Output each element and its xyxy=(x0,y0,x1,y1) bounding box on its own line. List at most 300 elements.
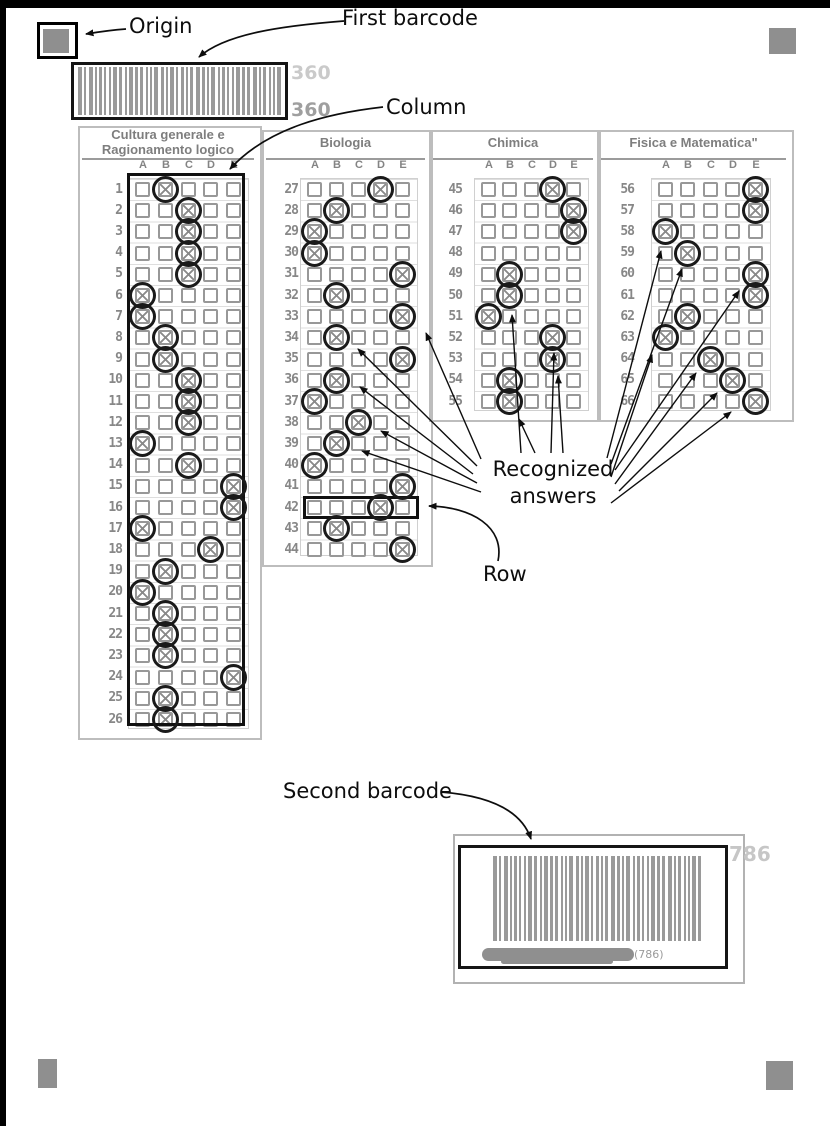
answer-checkbox xyxy=(748,330,763,345)
choice-letter-header: A xyxy=(485,159,493,171)
question-number: 66 xyxy=(620,393,634,409)
recognized-answer-circle xyxy=(345,409,372,436)
barcode-bar xyxy=(528,856,532,941)
second-barcode-label: Second barcode xyxy=(283,779,452,803)
barcode-bar xyxy=(113,67,117,115)
section-title-line: Fisica e Matematica" xyxy=(629,135,758,150)
answer-checkbox xyxy=(658,203,673,218)
answer-checkbox xyxy=(545,267,560,282)
question-number: 45 xyxy=(448,181,462,197)
answer-checkbox xyxy=(307,309,322,324)
question-number: 47 xyxy=(448,223,462,239)
origin-marker xyxy=(37,22,78,59)
first-barcode-label: First barcode xyxy=(342,6,478,30)
answer-checkbox xyxy=(307,521,322,536)
answer-checkbox xyxy=(703,224,718,239)
answer-checkbox xyxy=(703,288,718,303)
barcode-bar xyxy=(242,67,245,115)
choice-letter-header: C xyxy=(707,159,715,171)
recognized-answer-circle xyxy=(301,452,328,479)
answer-checkbox xyxy=(524,288,539,303)
alignment-marker-bottom-right xyxy=(766,1061,793,1090)
section-title-line: Ragionamento logico xyxy=(101,142,235,157)
answer-checkbox xyxy=(566,373,581,388)
answer-checkbox xyxy=(524,182,539,197)
answer-checkbox xyxy=(545,373,560,388)
answer-checkbox xyxy=(566,352,581,367)
answer-checkbox xyxy=(373,288,388,303)
answer-checkbox xyxy=(373,203,388,218)
column-label: Column xyxy=(386,95,467,119)
barcode-bar xyxy=(202,67,205,115)
question-number: 64 xyxy=(620,351,634,367)
answer-checkbox xyxy=(748,373,763,388)
answer-checkbox xyxy=(481,288,496,303)
answer-checkbox xyxy=(748,352,763,367)
answer-checkbox xyxy=(307,267,322,282)
barcode-bar xyxy=(642,856,644,941)
answer-checkbox xyxy=(658,182,673,197)
choice-letter-header: E xyxy=(399,159,407,171)
recognized-answer-circle xyxy=(220,664,247,691)
choice-letter-header: B xyxy=(333,159,341,171)
barcode-bar xyxy=(89,67,93,115)
barcode-bar xyxy=(504,856,508,941)
answer-checkbox xyxy=(351,224,366,239)
recognized-answer-circle xyxy=(152,642,179,669)
answer-checkbox xyxy=(395,436,410,451)
answer-checkbox xyxy=(395,394,410,409)
answer-checkbox xyxy=(351,246,366,261)
barcode-bar xyxy=(277,67,281,115)
barcode-bar xyxy=(222,67,225,115)
answer-checkbox xyxy=(524,373,539,388)
answer-checkbox xyxy=(395,458,410,473)
answer-checkbox xyxy=(524,203,539,218)
question-number: 31 xyxy=(284,266,298,282)
answer-checkbox xyxy=(658,288,673,303)
recognized-answer-circle xyxy=(129,430,156,457)
question-number: 2 xyxy=(115,202,122,218)
barcode-bar xyxy=(84,67,86,115)
barcode-bar xyxy=(273,67,275,115)
recognized-answer-circle xyxy=(152,176,179,203)
answer-checkbox xyxy=(725,203,740,218)
answer-checkbox xyxy=(373,352,388,367)
barcode-bar xyxy=(170,67,174,115)
barcode-bar xyxy=(218,67,220,115)
barcode-bar xyxy=(236,67,240,115)
question-number: 6 xyxy=(115,287,122,303)
answer-checkbox xyxy=(748,309,763,324)
answer-checkbox xyxy=(373,521,388,536)
barcode-bar xyxy=(688,856,690,941)
answer-checkbox xyxy=(351,479,366,494)
question-number: 3 xyxy=(115,223,122,239)
question-number: 50 xyxy=(448,287,462,303)
alignment-marker-bottom-left xyxy=(38,1059,57,1088)
answer-checkbox xyxy=(373,373,388,388)
choice-letter-header: B xyxy=(684,159,692,171)
choice-letter-header: E xyxy=(752,159,760,171)
row-label: Row xyxy=(483,562,527,586)
answer-checkbox xyxy=(373,458,388,473)
answer-checkbox xyxy=(748,224,763,239)
recognized-answer-circle xyxy=(175,409,202,436)
barcode-bar xyxy=(565,856,567,941)
recognized-answer-circle xyxy=(323,324,350,351)
answer-checkbox xyxy=(307,373,322,388)
barcode-bar xyxy=(540,856,542,941)
recognized-answer-circle xyxy=(301,240,328,267)
answer-checkbox xyxy=(502,246,517,261)
question-number: 51 xyxy=(448,308,462,324)
barcode-bar xyxy=(550,856,553,941)
recognized-answer-circle xyxy=(389,536,416,563)
answer-checkbox xyxy=(395,330,410,345)
answer-checkbox xyxy=(395,288,410,303)
barcode-bar xyxy=(119,67,122,115)
question-number: 4 xyxy=(115,245,122,261)
question-number: 58 xyxy=(620,223,634,239)
answer-checkbox xyxy=(524,246,539,261)
origin-label: Origin xyxy=(129,14,193,38)
question-number: 32 xyxy=(284,287,298,303)
recognized-answer-circle xyxy=(475,303,502,330)
answer-checkbox xyxy=(703,246,718,261)
answer-checkbox xyxy=(481,224,496,239)
question-number: 49 xyxy=(448,266,462,282)
barcode-bar xyxy=(140,67,143,115)
barcode-bar xyxy=(78,67,82,115)
answer-checkbox xyxy=(481,394,496,409)
barcode-bar xyxy=(211,67,215,115)
recognized-answer-circle xyxy=(539,346,566,373)
answer-checkbox xyxy=(524,394,539,409)
barcode-bar xyxy=(626,856,630,941)
answer-checkbox xyxy=(307,542,322,557)
recognized-answer-circle xyxy=(539,176,566,203)
barcode-bar xyxy=(524,856,526,941)
answer-checkbox xyxy=(703,182,718,197)
section-title-fisica xyxy=(601,127,786,160)
barcode-bar xyxy=(581,856,583,941)
barcode-bar xyxy=(99,67,102,115)
barcode-bar xyxy=(591,856,593,941)
answer-checkbox xyxy=(502,309,517,324)
recognized-answer-circle xyxy=(129,303,156,330)
recognized-answer-circle xyxy=(367,494,394,521)
answer-checkbox xyxy=(703,309,718,324)
question-number: 53 xyxy=(448,351,462,367)
barcode-bar xyxy=(555,856,558,941)
barcode-bar xyxy=(668,856,672,941)
recognized-answers-line2: answers xyxy=(509,484,597,508)
recognized-answer-circle xyxy=(323,515,350,542)
question-number: 18 xyxy=(108,541,122,557)
recognized-answer-circle xyxy=(560,218,587,245)
barcode-bar xyxy=(227,67,229,115)
answer-checkbox xyxy=(545,288,560,303)
answer-checkbox xyxy=(725,330,740,345)
barcode-bar xyxy=(569,856,573,941)
barcode-bar xyxy=(181,67,184,115)
choice-letter-header: A xyxy=(311,159,319,171)
recognized-answer-circle xyxy=(197,536,224,563)
question-number: 14 xyxy=(108,457,122,473)
question-number: 48 xyxy=(448,245,462,261)
barcode-bar xyxy=(596,856,599,941)
question-number: 12 xyxy=(108,414,122,430)
barcode-bar xyxy=(146,67,148,115)
answer-checkbox xyxy=(395,373,410,388)
answer-checkbox xyxy=(329,246,344,261)
first-barcode-bars xyxy=(78,67,283,115)
answer-checkbox xyxy=(545,224,560,239)
recognized-answer-circle xyxy=(367,176,394,203)
answer-checkbox xyxy=(703,330,718,345)
answer-checkbox xyxy=(658,394,673,409)
answer-checkbox xyxy=(725,394,740,409)
answer-checkbox xyxy=(373,542,388,557)
answer-checkbox xyxy=(395,415,410,430)
recognized-answer-circle xyxy=(129,515,156,542)
answer-checkbox xyxy=(373,224,388,239)
question-number: 62 xyxy=(620,308,634,324)
question-number: 52 xyxy=(448,329,462,345)
question-number: 35 xyxy=(284,351,298,367)
answer-checkbox xyxy=(307,479,322,494)
answer-checkbox xyxy=(658,246,673,261)
answer-checkbox xyxy=(725,288,740,303)
question-number: 42 xyxy=(284,499,298,515)
question-number: 7 xyxy=(115,308,122,324)
question-number: 17 xyxy=(108,520,122,536)
choice-letter-header: B xyxy=(162,159,170,171)
barcode-bar xyxy=(510,856,512,941)
answer-checkbox xyxy=(502,330,517,345)
recognized-answer-circle xyxy=(323,430,350,457)
answer-checkbox xyxy=(658,352,673,367)
answer-checkbox xyxy=(545,203,560,218)
question-number: 8 xyxy=(115,329,122,345)
origin-arrow xyxy=(86,29,126,34)
section-title-line: Cultura generale e xyxy=(111,127,225,142)
recognized-answer-circle xyxy=(389,261,416,288)
barcode-bar xyxy=(657,856,660,941)
answer-checkbox xyxy=(307,330,322,345)
question-number: 37 xyxy=(284,393,298,409)
choice-letter-header: C xyxy=(528,159,536,171)
recognized-answer-circle xyxy=(496,388,523,415)
question-number: 11 xyxy=(108,393,122,409)
barcode-bar xyxy=(95,67,97,115)
question-number: 10 xyxy=(108,372,122,388)
question-number: 39 xyxy=(284,435,298,451)
answer-checkbox xyxy=(658,267,673,282)
answer-checkbox xyxy=(329,352,344,367)
row-arrow xyxy=(429,506,499,561)
first-barcode-value-top: 360 xyxy=(291,62,331,84)
answer-checkbox xyxy=(481,182,496,197)
question-number: 40 xyxy=(284,457,298,473)
answer-checkbox xyxy=(351,458,366,473)
barcode-bar xyxy=(647,856,649,941)
answer-checkbox xyxy=(680,394,695,409)
choice-letter-header: D xyxy=(729,159,737,171)
answer-checkbox xyxy=(373,246,388,261)
answer-checkbox xyxy=(351,352,366,367)
barcode-bar xyxy=(154,67,158,115)
answer-checkbox xyxy=(680,373,695,388)
barcode-bar xyxy=(585,856,589,941)
question-number: 28 xyxy=(284,202,298,218)
answer-checkbox xyxy=(481,246,496,261)
answer-checkbox xyxy=(351,267,366,282)
question-number: 36 xyxy=(284,372,298,388)
recognized-answer-circle xyxy=(742,388,769,415)
answer-checkbox xyxy=(502,224,517,239)
question-number: 1 xyxy=(115,181,122,197)
question-number: 44 xyxy=(284,541,298,557)
barcode-bar xyxy=(176,67,178,115)
answer-checkbox xyxy=(502,352,517,367)
barcode-bar xyxy=(561,856,563,941)
second-barcode-caption: (786) xyxy=(634,948,664,961)
answer-checkbox xyxy=(703,267,718,282)
recognized-answer-circle xyxy=(301,388,328,415)
barcode-bar xyxy=(684,856,686,941)
question-number: 5 xyxy=(115,266,122,282)
answer-checkbox xyxy=(351,288,366,303)
section-title-chimica xyxy=(433,127,593,160)
first-barcode-arrow xyxy=(199,21,344,57)
recognized-answer-circle xyxy=(220,494,247,521)
recognized-answer-circle xyxy=(323,282,350,309)
first-barcode xyxy=(71,62,288,120)
alignment-marker-top-right xyxy=(769,28,796,54)
answer-checkbox xyxy=(373,394,388,409)
question-number: 24 xyxy=(108,669,122,685)
answer-checkbox xyxy=(351,182,366,197)
question-number: 16 xyxy=(108,499,122,515)
answer-checkbox xyxy=(680,352,695,367)
answer-checkbox xyxy=(329,267,344,282)
answer-checkbox xyxy=(395,203,410,218)
answer-checkbox xyxy=(329,415,344,430)
answer-checkbox xyxy=(725,182,740,197)
recognized-answer-circle xyxy=(719,367,746,394)
barcode-bar xyxy=(196,67,200,115)
recognized-answer-circle xyxy=(129,579,156,606)
answer-checkbox xyxy=(395,521,410,536)
answer-checkbox xyxy=(481,203,496,218)
answer-checkbox xyxy=(545,394,560,409)
answer-checkbox xyxy=(373,309,388,324)
answer-checkbox xyxy=(307,415,322,430)
answer-checkbox xyxy=(373,330,388,345)
barcode-bar xyxy=(622,856,624,941)
choice-letter-header: D xyxy=(377,159,385,171)
answer-checkbox xyxy=(351,203,366,218)
recognized-answer-circle xyxy=(389,346,416,373)
answer-checkbox xyxy=(680,288,695,303)
answer-checkbox xyxy=(566,288,581,303)
answer-checkbox xyxy=(351,330,366,345)
answer-checkbox xyxy=(307,436,322,451)
answer-checkbox xyxy=(307,203,322,218)
barcode-bar xyxy=(247,67,250,115)
answer-checkbox xyxy=(307,288,322,303)
recognized-answer-circle xyxy=(652,218,679,245)
answer-checkbox xyxy=(680,203,695,218)
question-number: 60 xyxy=(620,266,634,282)
choice-letter-header: D xyxy=(207,159,215,171)
answer-checkbox xyxy=(329,458,344,473)
answer-checkbox xyxy=(502,182,517,197)
recognized-answer-circle xyxy=(152,706,179,733)
question-number: 9 xyxy=(115,351,122,367)
question-number: 33 xyxy=(284,308,298,324)
answer-checkbox xyxy=(658,373,673,388)
answer-checkbox xyxy=(351,436,366,451)
barcode-bar xyxy=(161,67,164,115)
recognized-answer-circle xyxy=(496,282,523,309)
recognized-answers-line1: Recognized xyxy=(492,457,614,481)
barcode-bar xyxy=(544,856,548,941)
answer-checkbox xyxy=(524,224,539,239)
answer-checkbox xyxy=(307,352,322,367)
answer-checkbox xyxy=(395,246,410,261)
choice-letter-header: A xyxy=(139,159,147,171)
barcode-bar xyxy=(499,856,501,941)
question-number: 57 xyxy=(620,202,634,218)
question-number: 55 xyxy=(448,393,462,409)
answer-checkbox xyxy=(725,246,740,261)
question-number: 43 xyxy=(284,520,298,536)
answer-checkbox xyxy=(481,330,496,345)
barcode-bar xyxy=(611,856,615,941)
barcode-bar xyxy=(135,67,138,115)
section-title-line: Biologia xyxy=(319,135,372,150)
recognized-answer-circle xyxy=(152,346,179,373)
answer-checkbox xyxy=(680,224,695,239)
answer-checkbox xyxy=(329,309,344,324)
section-title-biologia xyxy=(266,127,425,160)
barcode-bar xyxy=(605,856,608,941)
answer-checkbox xyxy=(566,246,581,261)
question-number: 41 xyxy=(284,478,298,494)
answer-checkbox xyxy=(725,309,740,324)
choice-letter-header: C xyxy=(185,159,193,171)
choice-letter-header: E xyxy=(230,159,238,171)
recognized-answers-label xyxy=(468,456,638,510)
question-number: 34 xyxy=(284,329,298,345)
answer-checkbox xyxy=(395,224,410,239)
answer-checkbox xyxy=(502,203,517,218)
answer-checkbox xyxy=(680,330,695,345)
answer-checkbox xyxy=(481,267,496,282)
question-number: 63 xyxy=(620,329,634,345)
answer-checkbox xyxy=(545,309,560,324)
barcode-bar xyxy=(125,67,127,115)
second-barcode-value: 786 xyxy=(729,842,771,866)
barcode-bar xyxy=(514,856,517,941)
answer-checkbox xyxy=(545,246,560,261)
recognized-answer-circle xyxy=(742,197,769,224)
answer-checkbox xyxy=(373,479,388,494)
answer-checkbox xyxy=(351,521,366,536)
